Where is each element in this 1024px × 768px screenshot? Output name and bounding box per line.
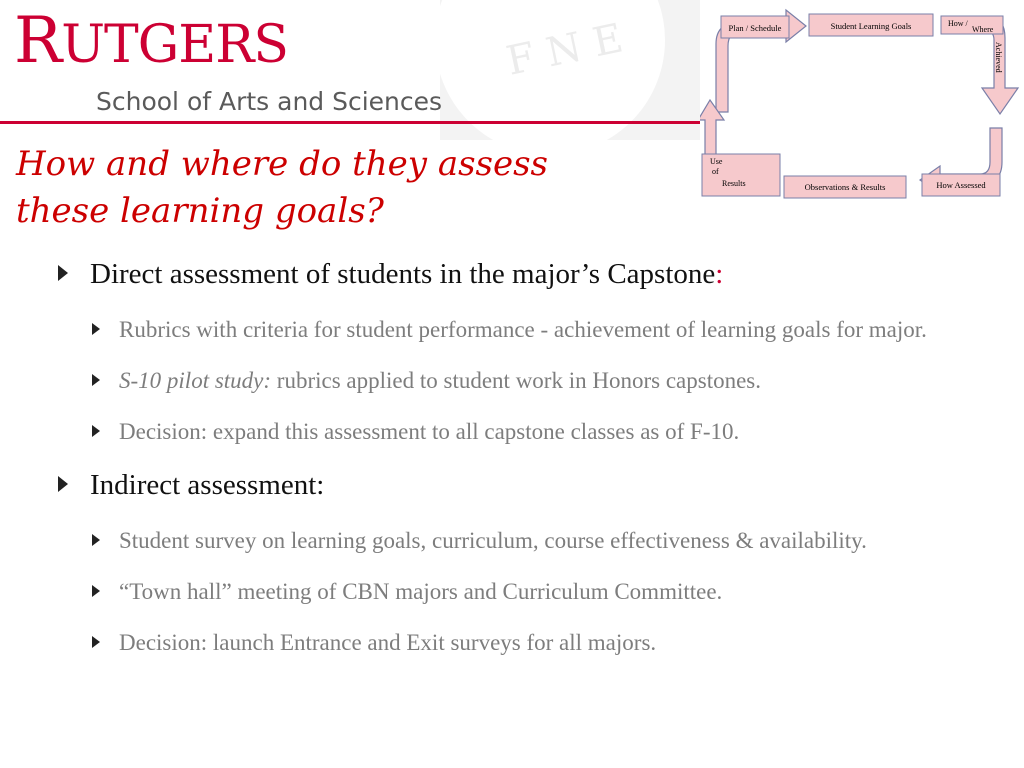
sub-bullet-decision-launch [92,627,998,658]
cycle-label-use: Use [710,157,723,166]
sub-bullet-rubrics [92,314,998,345]
sub-bullet-arrow-icon [92,374,100,386]
header-rule [0,121,700,124]
bullet-direct-text: Direct assessment of students in the major’s Capstone [90,258,716,290]
svg-text:F N E: F N E [502,15,627,85]
sub-bullet-arrow-icon [92,636,100,648]
sub-bullet-pilot [92,365,998,396]
sub-bullet-arrow-icon [92,534,100,546]
slide-content [58,256,998,658]
cycle-label-results: Results [722,179,746,188]
cycle-label-of: of [712,167,719,176]
cycle-label-plan: Plan / Schedule [728,23,782,33]
sub-bullet-arrow-icon [92,425,100,437]
sub-bullet-pilot-text: rubrics applied to student work in Honors capstones. [276,368,761,393]
bullet-arrow-icon [58,265,68,281]
bullet-indirect-text: Indirect assessment: [90,469,325,501]
title-line-2: these learning goals? [16,191,384,231]
bullet-direct [58,256,998,292]
cycle-label-observations: Observations & Results [804,182,886,192]
sub-bullet-town-hall-text: “Town hall” meeting of CBN majors and Curriculum Committee. [119,579,723,604]
pilot-study-label: S-10 pilot study: [119,368,272,393]
rutgers-logo: RUTGERS [14,4,288,78]
school-subtitle: School of Arts and Sciences [96,87,443,116]
cycle-label-how: How / [948,19,968,28]
bullet-indirect [58,467,998,503]
sub-bullet-decision-expand-text: Decision: expand this assessment to all capstone classes as of F-10. [119,419,740,444]
sub-bullet-survey-text: Student survey on learning goals, curriculum, course effectiveness & availability. [119,528,867,553]
sub-bullet-town-hall [92,576,998,607]
sub-bullet-arrow-icon [92,323,100,335]
sub-bullet-arrow-icon [92,585,100,597]
seal-watermark [440,0,700,140]
cycle-label-where: Where [972,25,994,34]
sub-bullet-decision-expand [92,416,998,447]
cycle-label-how-assessed: How Assessed [936,180,986,190]
bullet-arrow-icon [58,476,68,492]
sub-bullet-survey [92,525,998,556]
cycle-label-goals: Student Learning Goals [830,21,912,31]
sub-bullet-decision-launch-text: Decision: launch Entrance and Exit surveys for all majors. [119,630,657,655]
slide-title [16,141,636,235]
title-line-1: How and where do they assess [16,144,548,184]
bullet-direct-colon: : [715,258,724,290]
assessment-cycle-diagram [700,4,1022,204]
sub-bullet-rubrics-text: Rubrics with criteria for student performance - achievement of learning goals for major. [119,317,927,342]
cycle-label-achieved: Achieved [994,42,1003,73]
